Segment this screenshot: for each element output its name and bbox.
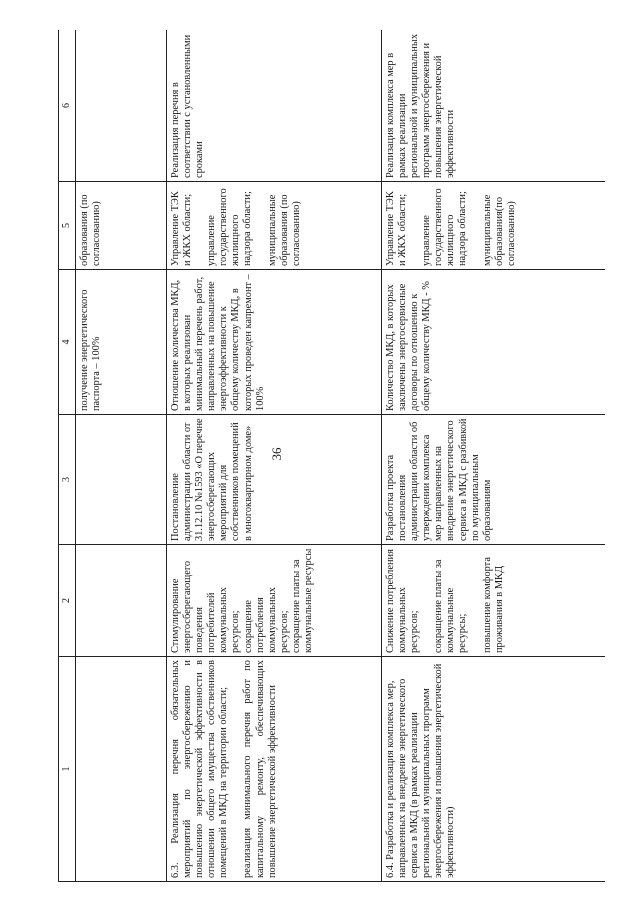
- measures-table: [58, 30, 605, 882]
- cell-text: Управление ТЭК и ЖКХ области;: [385, 191, 409, 266]
- cell-deadline: [382, 30, 606, 182]
- header-cell: 4: [59, 270, 76, 415]
- cell-document: [76, 415, 167, 545]
- table-header-row: [59, 30, 76, 882]
- cell-expected-result: [76, 545, 167, 657]
- table-container: [58, 30, 605, 882]
- cell-text: Отношение количества МКД, в которых реализован минимальный перечень работ, направленных на повышение энергоэффективности к общему количеству МКД, в которых проведен капремонт – 100%: [170, 274, 266, 411]
- cell-measure: [76, 657, 167, 882]
- cell-text: 6.3. Реализация перечня обязательных мероприятий по энергосбережению и повышению энергетической эффективности в отношении общего имущества собственников помещений в МКД на территории области;: [170, 660, 230, 878]
- page-number: 36: [269, 447, 284, 461]
- table-row: [167, 30, 382, 882]
- header-cell: 6: [59, 30, 76, 182]
- cell-executor: [167, 182, 382, 270]
- cell-text: Количество МКД, в которых заключены энергосервисные договоры по отношению к общему количеству МКД - %: [385, 281, 433, 411]
- header-cell: 1: [59, 657, 76, 882]
- cell-measure: [382, 657, 606, 882]
- cell-text: Снижение потребления коммунальных ресурсов;: [385, 549, 421, 653]
- cell-text: получение энергетического паспорта – 100%: [79, 289, 103, 411]
- table-row: [382, 30, 606, 882]
- cell-text: Разработка проекта постановления администрации области об утверждении комплекса мер направленных на внедрение энергетического сервиса в МКД с разбивкой по муниципальным образованиям: [385, 418, 493, 541]
- cell-executor: [76, 182, 167, 270]
- cell-text: Реализация комплекса мер в рамках реализации региональной и муниципальных программ энергосбережения и повышения энергетической эффективности: [385, 33, 457, 178]
- cell-text: Постановление администрации области от 31.12.10 №1593 «О перечне энергосберегающих мероприятий для собственников помещений в многоквартирном доме»: [170, 418, 254, 541]
- cell-text: повышение комфорта проживания в МКД: [481, 557, 505, 653]
- cell-text: муниципальные образования (по согласованию): [266, 194, 302, 266]
- cell-document: [382, 415, 606, 545]
- cell-text: Стимулирование энергосберегающего поведения потребителей коммунальных ресурсов;: [170, 560, 242, 653]
- cell-deadline: [167, 30, 382, 182]
- cell-text: Управление ТЭК и ЖКХ области;: [170, 191, 194, 266]
- cell-indicator: [167, 270, 382, 415]
- cell-text: Реализация перечня в соответствии с установленными сроками: [170, 34, 206, 178]
- cell-executor: [382, 182, 606, 270]
- header-cell: 2: [59, 545, 76, 657]
- header-cell: 5: [59, 182, 76, 270]
- cell-text: сокращение платы за коммунальные ресурсы;: [433, 559, 469, 653]
- cell-indicator: [382, 270, 606, 415]
- rotated-table-frame: [58, 30, 605, 882]
- cell-expected-result: [382, 545, 606, 657]
- cell-text: муниципальные образования(по согласованию): [481, 194, 517, 266]
- cell-text: управление государственного жилищного надзора области;: [421, 188, 469, 266]
- cell-text: сокращение платы за коммунальные ресурсы: [290, 548, 315, 653]
- cell-document: [167, 415, 382, 545]
- cell-text: 6.4. Разработка и реализация комплекса мер, направленных на внедрение энергетического сервиса в МКД (в рамках реализации региональной и муниципальных программ энергосбережения и повышения энергетической эффективности): [385, 663, 457, 878]
- cell-text: сокращение потребления коммунальных ресурсов;: [242, 587, 290, 653]
- cell-expected-result: [167, 545, 382, 657]
- cell-text: управление государственного жилищного надзора области;: [206, 188, 254, 266]
- cell-text: реализация минимального перечня работ по капитальному ремонту, обеспечивающих повышение энергетической эффективности: [242, 660, 278, 878]
- cell-deadline: [76, 30, 167, 182]
- cell-measure: [167, 657, 382, 882]
- table-row: [76, 30, 167, 882]
- header-cell: 3: [59, 415, 76, 545]
- cell-text: образования (по согласованию): [79, 194, 103, 266]
- cell-indicator: [76, 270, 167, 415]
